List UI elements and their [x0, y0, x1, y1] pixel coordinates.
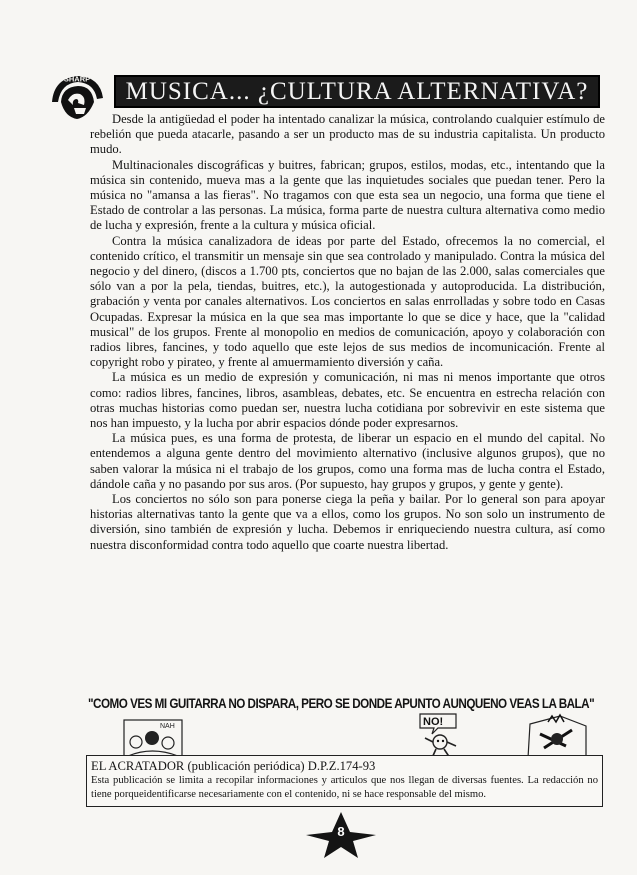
page-title: MUSICA... ¿CULTURA ALTERNATIVA?: [114, 75, 600, 108]
page-number: 8: [337, 824, 345, 839]
article-body: [90, 112, 605, 553]
paragraph: Los conciertos no sólo son para ponerse ciega la peña y bailar. Por lo general son para apoyar historias alternativas tanto la gente que va a ellos, como los grupos. No son solo un instrumento de diversión, sino también de expresión y lucha. Debemos ir enriqueciendo nuestra cultura, así como nuestra disconformidad contra todo aquello que coarte nuestra libertad.: [90, 492, 605, 552]
paragraph: Desde la antigüedad el poder ha intentado canalizar la música, controlando cualquier estímulo de rebelión que pueda atacarle, pasando a ser un producto mas de su industria capitalista. Un producto mudo.: [90, 112, 605, 157]
colophon-title: EL ACRATADOR (publicación periódica) D.P.Z.174-93: [91, 759, 376, 773]
paragraph: Contra la música canalizadora de ideas por parte del Estado, ofrecemos la no comercial, el contenido crítico, el transmitir un mensaje sin que sea controlado y manipulado. Contra la música del negocio y del dinero, (discos a 1.700 pts, conciertos que no bajan de las 2.000, salas comerciales que sólo van a por la pela, tiendas, buitres, etc.), la autogestionada y autoproducida. La distribución, grabación y venta por canales alternativos. Los conciertos en salas enrrolladas y sobre todo en Casas Ocupadas. Expresar la música en la que sea mas importante lo que se dice y hace, que la "calidad musical" de los grupos. Frente al monopolio en medios de comunicación, apoyo y colaboración con radios libres, fancines, y todo aquello que este lejos de sus medios de incomunicación. Frente al copyright robo y pirateo, y frente al amuermamiento diversión y caña.: [90, 233, 605, 370]
cartoon-punk-icon: [528, 715, 586, 758]
paragraph: La música pues, es una forma de protesta, de liberar un espacio en el mundo del capital. No entendemos a alguna gente dentro del movimiento alternativo (inclusive algunos grupos), que no saben valorar la música ni el trabajo de los grupos, como una forma mas de lucha contra el Estado, dándole caña y no pasando por sus aros. (Por supuesto, hay grupos y grupos, y gente y gente).: [90, 431, 605, 491]
cartoon-crowd-icon: [124, 720, 182, 758]
svg-text:SHARP: SHARP: [63, 74, 91, 84]
colophon-box: [86, 755, 603, 807]
colophon-text: Esta publicación se limita a recopilar informaciones y articulos que nos llegan de diversas fuentes. La redacción no tiene porqueidentificarse necesariamente con el contenido, ni se hace responsable del mismo.: [91, 775, 598, 800]
svg-text:NAH: NAH: [160, 723, 175, 730]
cartoon-strip: [120, 712, 590, 760]
paragraph: La música es un medio de expresión y comunicación, ni mas ni menos importante que otros como: radios libres, fancines, libros, asambleas, debates, etc. Se encuentra en estrecha relación con otras muchas historias como puedan ser, nuestra lucha cotidiana por sobrevivir en este sistema que nos han impuesto, y la lucha por abrir espacios dónde poder expresarnos.: [90, 370, 605, 431]
paragraph: Multinacionales discográficas y buitres, fabrican; grupos, estilos, modas, etc., intentando que la música sin contenido, mueva mas a la gente que las inquietudes sociales que puedan tener. Pero la música no "amansa a las fieras". No tragamos con que esta sea un negocio, una forma que tiene el Estado de controlar a las personas. La música, forma parte de nuestra cultura alternativa como medio de lucha y expresión, frente a la cultura y música oficial.: [90, 157, 605, 233]
quote-line: "COMO VES MI GUITARRA NO DISPARA, PERO SE DONDE APUNTO AUNQUENO VEAS LA BALA": [88, 696, 595, 711]
svg-text:NO!: NO!: [423, 716, 444, 728]
cartoon-kid-no-icon: [420, 714, 456, 758]
